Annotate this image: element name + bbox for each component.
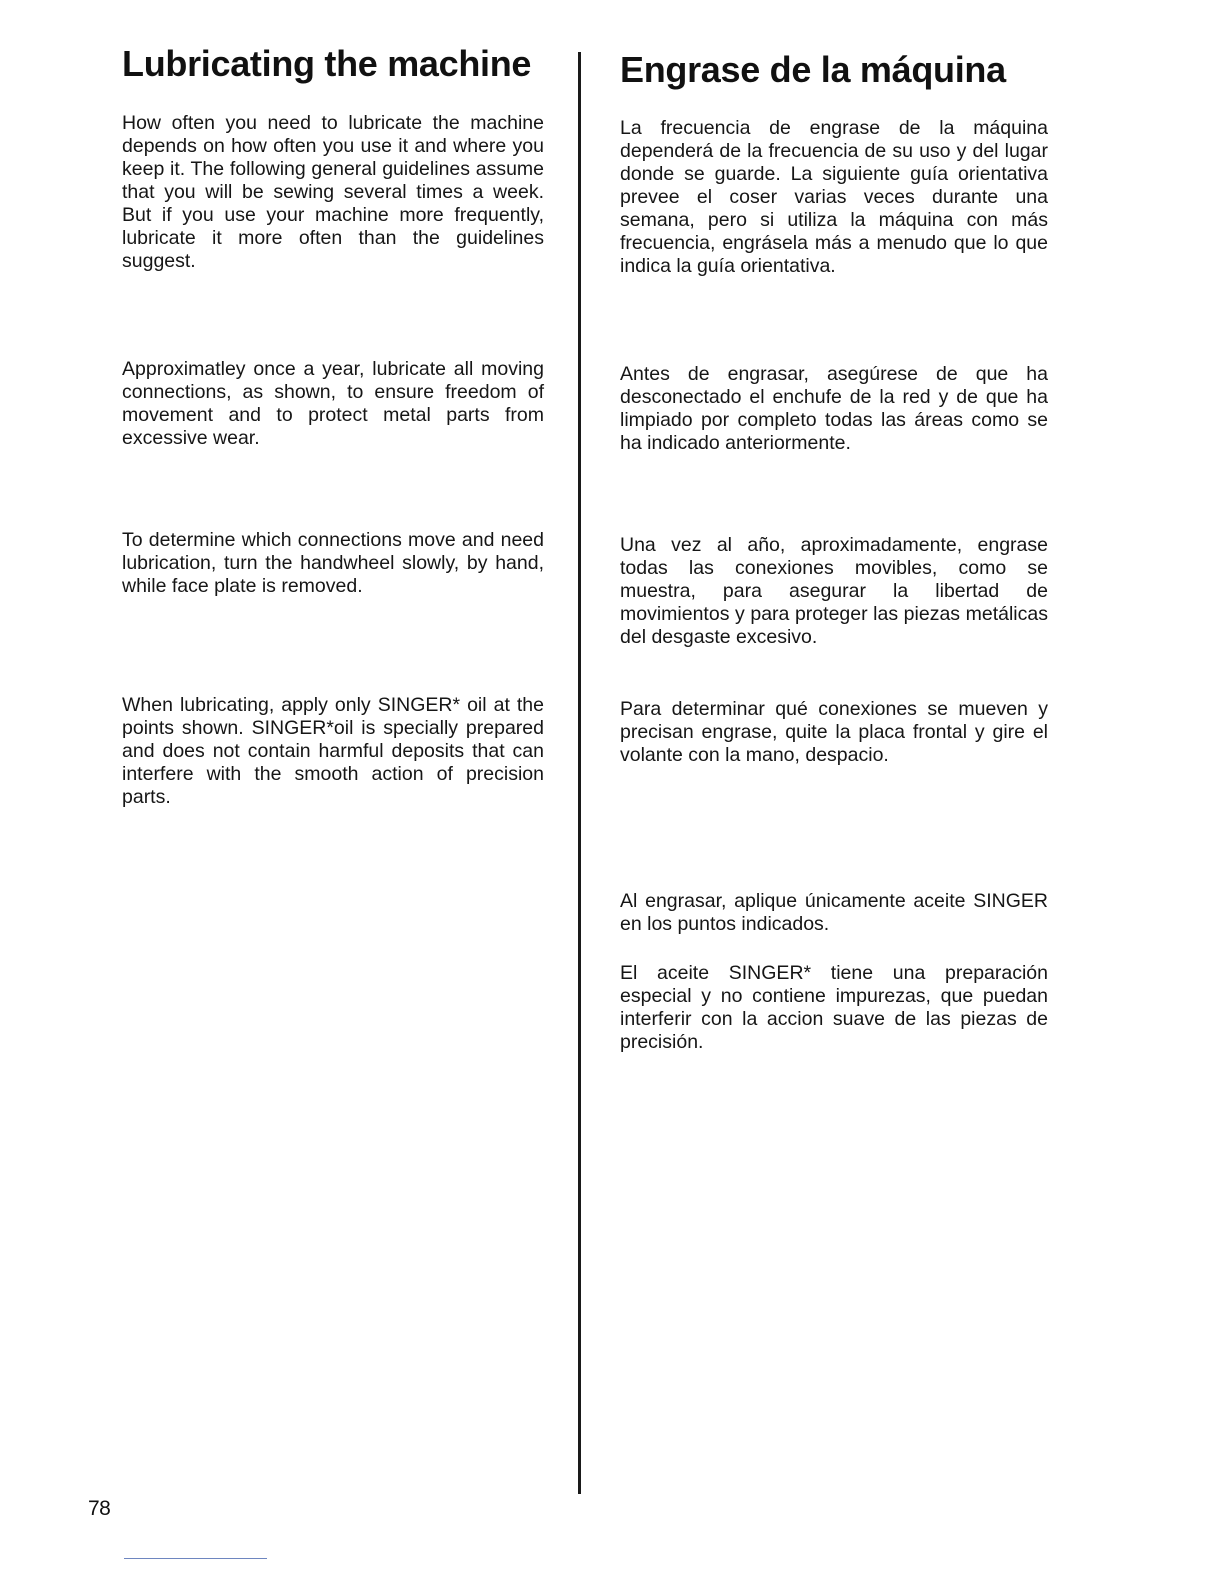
page-title-english: Lubricating the machine: [122, 43, 532, 84]
paragraph-yearly-es: Una vez al año, aproximadamente, engrase todas las conexiones movibles, como se muestra, para asegurar la libertad de movimientos y para proteger las piezas metálicas del desgaste excesivo.: [620, 534, 1048, 648]
paragraph-connections-en: To determine which connections move and need lubrication, turn the handwheel slowly, by hand, while face plate is removed.: [122, 529, 544, 597]
paragraph-frequency-es: La frecuencia de engrase de la máquina dependerá de la frecuencia de su uso y del lugar donde se guarde. La siguiente guía orientativa prevee el coser varias veces durante una semana, pero si utiliza la máquina con más frecuencia, engrásela más a menudo que lo que indica la guía orientativa.: [620, 117, 1048, 277]
paragraph-unplug-es: Antes de engrasar, asegúrese de que ha desconectado el enchufe de la red y de que ha limpiado por completo todas las áreas como se ha indicado anteriormente.: [620, 363, 1048, 454]
paragraph-frequency-en: How often you need to lubricate the machine depends on how often you use it and where you keep it. The following general guidelines assume that you will be sewing several times a week. But if you use your machine more frequently, lubricate it more often than the guidelines suggest.: [122, 112, 544, 272]
page-number: 78: [88, 1497, 111, 1520]
paragraph-oil-es: Al engrasar, aplique únicamente aceite SINGER en los puntos indicados.: [620, 890, 1048, 935]
column-divider: [578, 52, 581, 1494]
page-title-spanish: Engrase de la máquina: [620, 49, 1006, 90]
footer-rule: [124, 1558, 267, 1559]
paragraph-oil-en: When lubricating, apply only SINGER* oil at the points shown. SINGER*oil is specially prepared and does not contain harmful deposits that can interfere with the smooth action of precision parts.: [122, 694, 544, 808]
paragraph-oil-detail-es: El aceite SINGER* tiene una preparación especial y no contiene impurezas, que puedan interferir con la accion suave de las piezas de precisión.: [620, 962, 1048, 1053]
paragraph-yearly-en: Approximatley once a year, lubricate all moving connections, as shown, to ensure freedom of movement and to protect metal parts from excessive wear.: [122, 358, 544, 449]
paragraph-connections-es: Para determinar qué conexiones se mueven y precisan engrase, quite la placa frontal y gire el volante con la mano, despacio.: [620, 698, 1048, 766]
